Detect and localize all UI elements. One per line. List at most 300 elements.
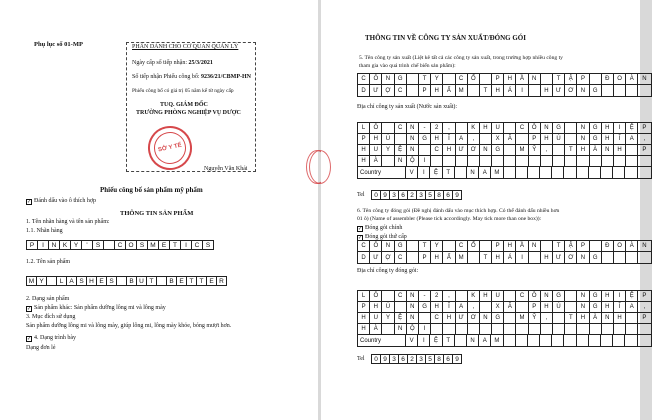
char-cell: [504, 156, 516, 166]
char-cell: Y: [71, 240, 82, 250]
char-cell: [492, 156, 504, 166]
char-cell: Ĩ: [443, 302, 455, 312]
char-cell: [625, 167, 637, 178]
section-title-2: THÔNG TIN VỀ CÔNG TY SẢN XUẤT/ĐÓNG GÓI: [365, 34, 526, 42]
checkbox-icon: ✓: [27, 200, 32, 205]
char-cell: X: [492, 134, 504, 144]
char-cell: E: [159, 240, 170, 250]
char-cell: 3: [417, 190, 426, 200]
char-cell: Y: [431, 241, 443, 251]
char-cell: [529, 252, 541, 263]
char-cell: [540, 167, 552, 178]
char-cell: [553, 156, 565, 166]
char-cell: C: [395, 291, 407, 301]
char-cell: T: [170, 240, 181, 250]
char-cell: M: [148, 240, 159, 250]
char-cell: N: [577, 252, 589, 263]
char-cell: C: [395, 85, 407, 96]
checkbox-icon: ✓: [358, 236, 363, 241]
char-cell: E: [177, 276, 187, 286]
char-cell: P: [27, 240, 38, 250]
char-cell: [431, 156, 443, 166]
char-cell: M: [516, 313, 528, 323]
char-cell: [589, 335, 601, 346]
packer-tel-row: Tel: [357, 356, 365, 362]
char-cell: L: [57, 276, 67, 286]
char-cell: N: [577, 85, 589, 96]
char-cell: Ơ: [565, 85, 577, 96]
char-cell: Ô: [529, 291, 541, 301]
grid-row: [358, 74, 651, 85]
char-cell: H: [87, 276, 97, 286]
char-cell: H: [358, 145, 370, 155]
char-cell: -: [419, 291, 431, 301]
char-cell: [577, 156, 589, 166]
char-cell: [431, 324, 443, 334]
char-cell: [541, 74, 553, 84]
char-cell: [638, 324, 650, 334]
char-cell: I: [516, 85, 528, 96]
char-cell: H: [480, 291, 492, 301]
char-cell: H: [577, 313, 589, 323]
char-cell: G: [590, 252, 602, 263]
char-cell: H: [577, 145, 589, 155]
receipt-date: 25/3/2021: [188, 60, 213, 66]
char-cell: N: [407, 302, 419, 312]
char-cell: H: [614, 145, 626, 155]
char-cell: Ệ: [626, 291, 638, 301]
char-cell: [395, 134, 407, 144]
char-cell: G: [590, 134, 602, 144]
item-1: 1. Tên nhãn hàng và tên sản phẩm:: [26, 219, 110, 225]
char-cell: [626, 313, 638, 323]
char-cell: G: [553, 123, 565, 133]
char-cell: O: [614, 241, 626, 251]
country-label: Country: [358, 335, 406, 346]
tel-row: Tel: [357, 192, 365, 198]
char-cell: B: [167, 276, 177, 286]
char-cell: K: [60, 240, 71, 250]
char-cell: Đ: [602, 241, 614, 251]
char-cell: I: [419, 324, 431, 334]
grid-row: [358, 291, 651, 302]
char-cell: [443, 241, 455, 251]
char-cell: T: [443, 167, 455, 178]
char-cell: N: [529, 74, 541, 84]
grid-row: [358, 241, 651, 252]
char-cell: C: [516, 291, 528, 301]
char-cell: -: [419, 123, 431, 133]
char-cell: [601, 167, 613, 178]
char-cell: [504, 335, 516, 346]
char-cell: P: [358, 134, 370, 144]
char-cell: [480, 74, 492, 84]
grid-row: [358, 252, 651, 263]
char-cell: S: [107, 276, 117, 286]
char-cell: T: [480, 85, 492, 96]
char-cell: 6: [399, 354, 408, 364]
char-cell: [577, 167, 589, 178]
char-cell: [516, 167, 528, 178]
char-cell: [564, 335, 576, 346]
char-cell: N: [577, 291, 589, 301]
char-cell: [638, 85, 650, 96]
purpose-text: Sản phẩm dưỡng lông mi và lông mày, giúp lông mi, lông mày khỏe, bóng mượt hơn.: [26, 323, 232, 329]
char-cell: [455, 167, 467, 178]
char-cell: [456, 123, 468, 133]
signer-title-1: TUQ. GIÁM ĐỐC: [160, 102, 208, 108]
char-cell: [504, 313, 516, 323]
char-cell: [541, 241, 553, 251]
char-cell: 9: [453, 190, 462, 200]
char-cell: C: [358, 74, 370, 84]
char-cell: G: [419, 302, 431, 312]
char-cell: 0: [372, 354, 381, 364]
char-cell: ,: [541, 313, 553, 323]
packer-address-grid: [357, 290, 652, 347]
char-cell: 2: [431, 291, 443, 301]
char-cell: Ệ: [430, 167, 442, 178]
char-cell: I: [614, 123, 626, 133]
char-cell: Ú: [382, 134, 394, 144]
char-cell: [419, 145, 431, 155]
char-cell: 6: [444, 354, 453, 364]
char-cell: C: [115, 240, 126, 250]
char-cell: Ô: [370, 123, 382, 133]
char-cell: [590, 241, 602, 251]
char-cell: P: [419, 252, 431, 263]
char-cell: C: [431, 313, 443, 323]
char-cell: [565, 291, 577, 301]
char-cell: [528, 335, 540, 346]
char-cell: H: [492, 85, 504, 96]
char-cell: [577, 324, 589, 334]
char-cell: ,: [443, 123, 455, 133]
char-cell: [565, 156, 577, 166]
char-cell: H: [431, 252, 443, 263]
char-cell: Ư: [370, 85, 382, 96]
char-cell: P: [642, 125, 647, 131]
char-cell: N: [395, 324, 407, 334]
char-cell: [552, 335, 564, 346]
char-cell: D: [358, 85, 370, 96]
char-cell: E: [207, 276, 217, 286]
char-cell: [468, 252, 480, 263]
char-cell: [504, 145, 516, 155]
char-cell: [529, 156, 541, 166]
char-cell: [625, 335, 637, 346]
char-cell: [480, 134, 492, 144]
char-cell: C: [456, 74, 468, 84]
char-cell: [468, 85, 480, 96]
char-cell: 6: [444, 190, 453, 200]
char-cell: [504, 324, 516, 334]
item-4: ✓ 4. Dạng trình bày: [27, 335, 76, 342]
char-cell: H: [541, 134, 553, 144]
char-cell: H: [504, 241, 516, 251]
item-5-line1: 5. Tên công ty sản xuất (Liệt kê tất cả các công ty sản xuất, trong trường hợp nhiều công ty: [359, 55, 563, 61]
char-cell: D: [358, 252, 370, 263]
item-3: 3. Mục đích sử dụng: [26, 314, 76, 320]
tel-cells: [371, 190, 462, 200]
char-cell: Ư: [456, 313, 468, 323]
char-cell: [553, 313, 565, 323]
signer-title-2: TRƯỜNG PHÒNG NGHIỆP VỤ DƯỢC: [136, 110, 241, 116]
char-cell: [407, 74, 419, 84]
char-cell: À: [590, 313, 602, 323]
char-cell: [104, 240, 115, 250]
char-cell: [516, 156, 528, 166]
char-cell: G: [590, 291, 602, 301]
char-cell: P: [577, 241, 589, 251]
char-cell: [47, 276, 57, 286]
char-cell: [626, 145, 638, 155]
char-cell: U: [492, 123, 504, 133]
char-cell: [516, 302, 528, 312]
manufacturer-address-grid: [357, 122, 652, 179]
char-cell: N: [577, 302, 589, 312]
char-cell: Ợ: [382, 85, 394, 96]
char-cell: [577, 335, 589, 346]
char-cell: V: [406, 335, 418, 346]
char-cell: H: [602, 291, 614, 301]
char-cell: P: [358, 302, 370, 312]
grid-row: [358, 145, 651, 156]
char-cell: [614, 252, 626, 263]
char-cell: [480, 156, 492, 166]
char-cell: [480, 302, 492, 312]
char-cell: P: [492, 74, 504, 84]
char-cell: N: [49, 240, 60, 250]
char-cell: Á: [504, 252, 516, 263]
char-cell: H: [541, 252, 553, 263]
char-cell: [516, 324, 528, 334]
char-cell: 5: [426, 354, 435, 364]
grid-row: [358, 335, 651, 346]
official-stamp: SỞ Y TẾ: [144, 122, 196, 174]
signer-name: Nguyễn Văn Khải: [204, 166, 248, 172]
char-cell: I: [181, 240, 192, 250]
char-cell: Ô: [370, 241, 382, 251]
char-cell: Ơ: [468, 313, 480, 323]
char-cell: N: [642, 76, 647, 82]
char-cell: ,: [541, 145, 553, 155]
char-cell: 3: [417, 354, 426, 364]
char-cell: X: [492, 302, 504, 312]
char-cell: [602, 156, 614, 166]
char-cell: T: [553, 74, 565, 84]
char-cell: Ư: [553, 85, 565, 96]
char-cell: 2: [408, 354, 417, 364]
char-cell: S: [93, 240, 104, 250]
char-cell: Ỹ: [529, 313, 541, 323]
char-cell: H: [541, 85, 553, 96]
char-cell: [638, 167, 650, 178]
char-cell: N: [407, 291, 419, 301]
char-cell: 5: [426, 190, 435, 200]
char-cell: 3: [390, 354, 399, 364]
char-cell: Ã: [504, 134, 516, 144]
char-cell: Ệ: [395, 145, 407, 155]
char-cell: [407, 241, 419, 251]
item-4-option: Dạng đơn lẻ: [26, 345, 56, 351]
char-cell: H: [370, 134, 382, 144]
char-cell: Ổ: [468, 74, 480, 84]
char-cell: E: [97, 276, 107, 286]
char-cell: ,: [443, 291, 455, 301]
char-cell: À: [590, 145, 602, 155]
char-cell: [529, 324, 541, 334]
char-cell: P: [529, 134, 541, 144]
char-cell: H: [358, 313, 370, 323]
grid-row: [358, 156, 651, 167]
char-cell: Ô: [529, 123, 541, 133]
char-cell: [602, 252, 614, 263]
char-cell: M: [516, 145, 528, 155]
char-cell: [117, 276, 127, 286]
manufacturer-name-grid: [357, 73, 652, 97]
grid-row: [358, 167, 651, 178]
char-cell: M: [456, 85, 468, 96]
char-cell: A: [626, 302, 638, 312]
char-cell: [407, 252, 419, 263]
char-cell: C: [395, 123, 407, 133]
char-cell: Ệ: [430, 335, 442, 346]
item-5-line2: tham gia vào quá trình chế biến sản phẩm):: [359, 63, 456, 69]
char-cell: G: [590, 85, 602, 96]
char-cell: Ư: [456, 145, 468, 155]
char-cell: [638, 252, 650, 263]
char-cell: S: [77, 276, 87, 286]
char-cell: 9: [381, 190, 390, 200]
char-cell: [443, 74, 455, 84]
char-cell: [407, 85, 419, 96]
char-cell: C: [395, 252, 407, 263]
char-cell: N: [382, 74, 394, 84]
char-cell: G: [419, 134, 431, 144]
char-cell: Ẩ: [443, 252, 455, 263]
char-cell: I: [418, 167, 430, 178]
char-cell: T: [419, 241, 431, 251]
char-cell: I: [614, 291, 626, 301]
char-cell: [455, 335, 467, 346]
char-cell: H: [358, 156, 370, 166]
char-cell: N: [467, 335, 479, 346]
char-cell: 2: [408, 190, 417, 200]
char-cell: [590, 74, 602, 84]
char-cell: Ĩ: [614, 134, 626, 144]
char-cell: H: [370, 302, 382, 312]
char-cell: S: [137, 240, 148, 250]
char-cell: N: [480, 145, 492, 155]
char-cell: N: [602, 145, 614, 155]
char-cell: ': [82, 240, 93, 250]
char-cell: U: [370, 145, 382, 155]
char-cell: [626, 156, 638, 166]
char-cell: [528, 167, 540, 178]
checkbox-icon: ✓: [358, 227, 363, 232]
char-cell: Ô: [370, 74, 382, 84]
item-2: 2. Dạng sản phẩm: [26, 296, 70, 302]
char-cell: T: [553, 241, 565, 251]
char-cell: M: [456, 252, 468, 263]
char-cell: [552, 167, 564, 178]
grid-row: [358, 302, 651, 313]
grid-row: [358, 324, 651, 335]
char-cell: N: [407, 313, 419, 323]
char-cell: [468, 156, 480, 166]
char-cell: Ệ: [626, 123, 638, 133]
char-cell: P: [492, 241, 504, 251]
char-cell: H: [443, 313, 455, 323]
char-cell: H: [358, 324, 370, 334]
char-cell: N: [467, 167, 479, 178]
char-cell: N: [407, 123, 419, 133]
char-cell: C: [516, 123, 528, 133]
agency-header: PHẦN DÀNH CHO CƠ QUAN QUẢN LÝ: [132, 44, 239, 50]
char-cell: G: [395, 241, 407, 251]
char-cell: [602, 85, 614, 96]
grid-row: [358, 123, 651, 134]
char-cell: T: [187, 276, 197, 286]
char-cell: [564, 167, 576, 178]
char-cell: Ĩ: [614, 302, 626, 312]
char-cell: [613, 335, 625, 346]
char-cell: U: [492, 291, 504, 301]
char-cell: M: [491, 335, 503, 346]
item-2-other: ✓ Sản phẩm khác: Sản phẩm dưỡng lông mi và lông mày: [27, 305, 166, 312]
char-cell: [565, 134, 577, 144]
char-cell: V: [406, 167, 418, 178]
char-cell: [565, 123, 577, 133]
char-cell: A: [479, 167, 491, 178]
char-cell: G: [492, 145, 504, 155]
receipt-number: 9236/21/CBMP-HN: [201, 74, 251, 80]
char-cell: H: [602, 123, 614, 133]
char-cell: K: [468, 123, 480, 133]
char-cell: [382, 156, 394, 166]
char-cell: Ầ: [516, 241, 528, 251]
char-cell: R: [217, 276, 227, 286]
char-cell: I: [516, 252, 528, 263]
char-cell: G: [492, 313, 504, 323]
char-cell: H: [492, 252, 504, 263]
char-cell: À: [626, 74, 638, 84]
char-cell: P: [642, 147, 647, 153]
section-title: THÔNG TIN SẢN PHẨM: [120, 210, 194, 217]
char-cell: Ậ: [565, 241, 577, 251]
char-cell: N: [602, 313, 614, 323]
char-cell: H: [431, 134, 443, 144]
char-cell: [504, 291, 516, 301]
pack-primary: ✓ Đóng gói chính: [358, 225, 403, 232]
char-cell: H: [504, 74, 516, 84]
char-cell: Ỹ: [529, 145, 541, 155]
checkbox-icon: ✓: [27, 337, 32, 342]
char-cell: Ư: [370, 252, 382, 263]
char-cell: [590, 324, 602, 334]
char-cell: [602, 324, 614, 334]
char-cell: N: [577, 123, 589, 133]
char-cell: P: [642, 315, 647, 321]
item-6-line1: 6. Tên công ty đóng gói (Đề nghị đánh dấu vào mục thích hợp. Có thể đánh dấu nhiều hơn: [357, 208, 560, 214]
char-cell: À: [370, 156, 382, 166]
char-cell: [456, 324, 468, 334]
char-cell: [456, 291, 468, 301]
char-cell: [626, 252, 638, 263]
char-cell: Ô: [370, 291, 382, 301]
char-cell: Ư: [553, 252, 565, 263]
